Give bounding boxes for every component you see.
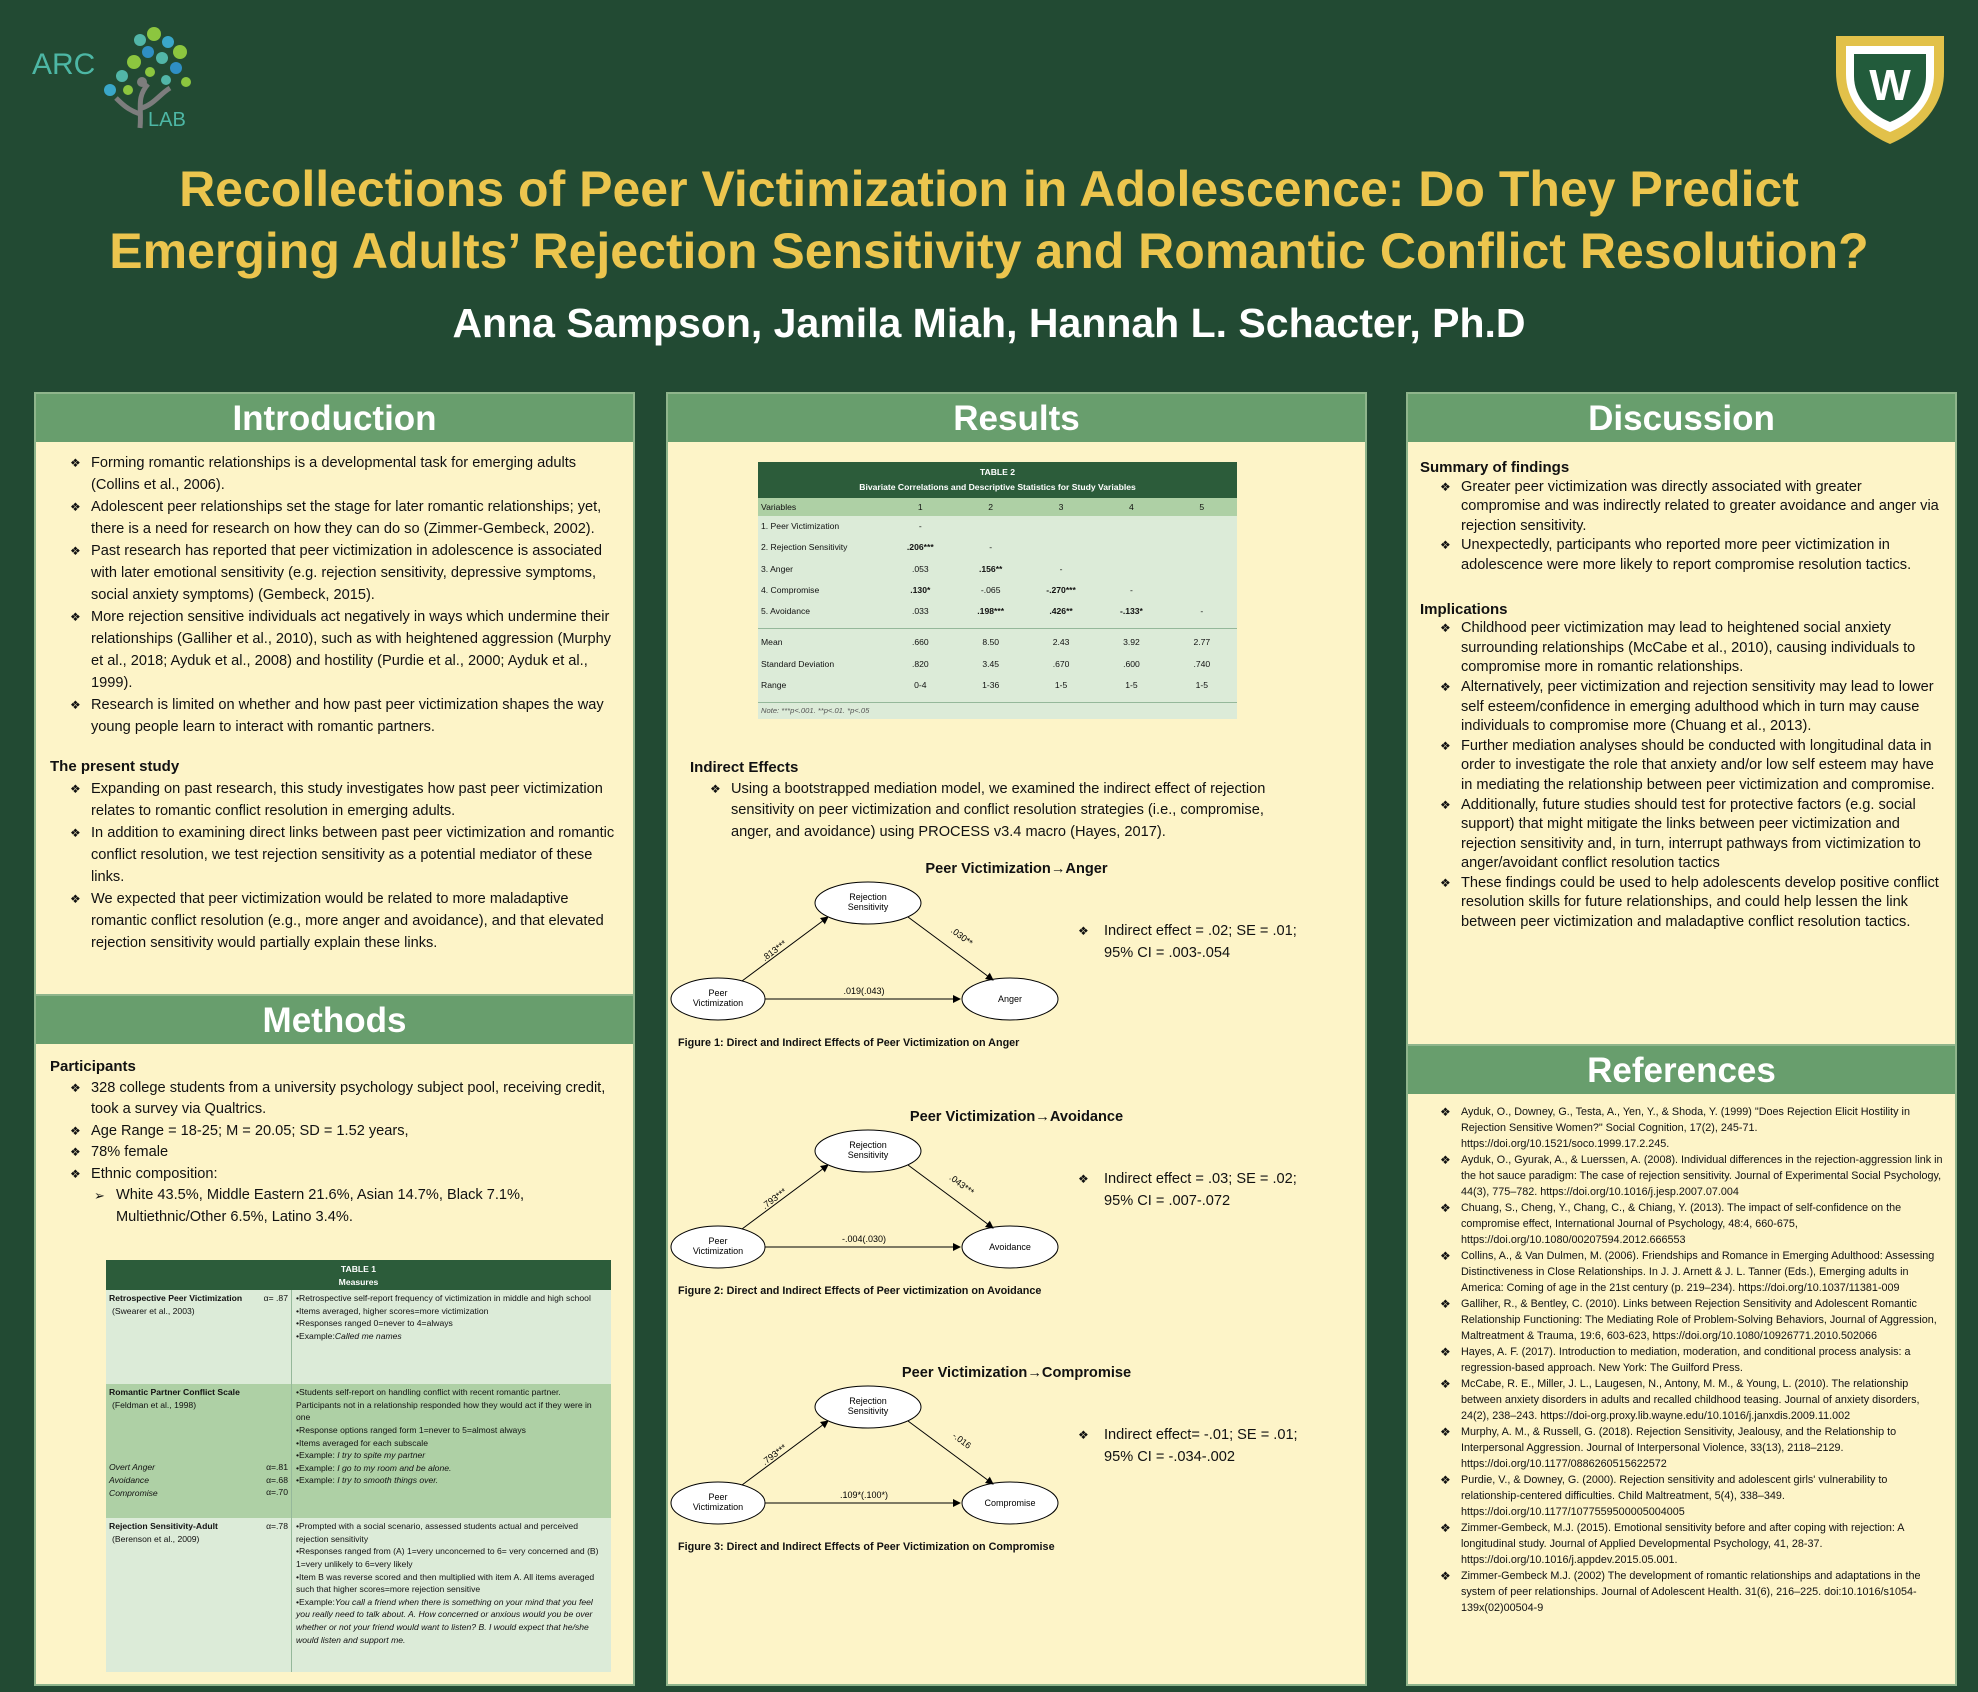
reference-item: ❖ Hayes, A. F. (2017). Introduction to mediation, moderation, and conditional process analysis: a regression-based approach. New York: The Guilford Press. — [1420, 1344, 1943, 1376]
title-line-2: Emerging Adults’ Rejection Sensitivity and Romantic Conflict Resolution? — [109, 223, 1869, 279]
table-row — [758, 537, 1237, 558]
table-cell: -.065 — [980, 584, 1001, 595]
table-cell: 0-4 — [914, 680, 927, 691]
row-label: Range — [761, 680, 787, 691]
table-cell: - — [1200, 606, 1204, 617]
node-label: Victimization — [692, 1246, 744, 1257]
table-cell: .660 — [911, 637, 929, 648]
table-cell: -.270*** — [1046, 584, 1076, 595]
table-cell: 2.77 — [1193, 637, 1211, 648]
mediation-diagram — [668, 1381, 1068, 1551]
effect-ci: 95% CI = -.034-.002 — [1104, 1448, 1236, 1465]
figure-title: Peer Victimization→Avoidance — [909, 1109, 1124, 1126]
table1-subtitle: Measures — [338, 1276, 379, 1287]
list-item: ❖ Using a bootstrapped mediation model, we examined the indirect effect of rejection sensitivity on peer victimization and conflict resolution strategies (i.e., compromise, anger, and avoidance) using PROCESS v3.4 macro (Hayes, 2017). — [690, 779, 1277, 844]
table-note: Note: ***p<.001. **p<.01. *p<.05 — [758, 702, 1237, 719]
table-cell: - — [1130, 584, 1133, 595]
table-row — [758, 675, 1237, 696]
node-label: Peer — [708, 1236, 728, 1247]
table1-title: TABLE 1 — [340, 1264, 377, 1274]
indirect-effect-2 — [1078, 1169, 1297, 1212]
list-item: ❖ Additionally, future studies should test for protective factors (e.g. social support) that might mitigate the links between peer victimization and rejection sensitivity and, in turn, interrupt pathways from victimization to anger/avoidant conflict resolution tactics — [1420, 796, 1939, 874]
path-coefficient: .813*** — [759, 938, 789, 964]
row-label: 3. Anger — [761, 563, 794, 574]
list-item: ❖ 328 college students from a university psychology subject pool, receiving credit, took a survey via Qualtrics. — [50, 1078, 619, 1121]
table-cell: .156** — [978, 563, 1003, 574]
table-row — [758, 559, 1237, 580]
wayne-state-shield-logo — [1830, 28, 1950, 148]
table2-header — [758, 462, 1237, 498]
list-item: ❖ Unexpectedly, participants who reported more peer victimization in adolescence were more likely to report compromise resolution tactics. — [1420, 536, 1939, 575]
measure-detail: •Students self-report on handling conflict with recent romantic partner. Participants not in a relationship responded how they would act if they were in one — [296, 1387, 592, 1423]
measure-detail: •Response options ranged form 1=never to 5=almost always — [296, 1424, 526, 1435]
methods-heading: Methods — [36, 996, 633, 1044]
list-item: ❖ 78% female — [50, 1142, 619, 1164]
measure-detail: •Responses ranged 0=never to 4=always — [296, 1318, 453, 1329]
row-label: 4. Compromise — [761, 584, 820, 595]
measure-detail: •Responses ranged from (A) 1=very unconcerned to 6= very concerned and (B) 1=very unlikely to 6=very likely — [296, 1546, 599, 1569]
measure-cite: (Berenson et al., 2009) — [112, 1533, 200, 1544]
measure-alpha: α= .87 — [254, 1290, 292, 1384]
list-item: ❖ Childhood peer victimization may lead to heightened social anxiety surrounding relationships (McCabe et al., 2010), causing individuals to compromise more in romantic relationships. — [1420, 619, 1939, 678]
table-row — [106, 1384, 611, 1518]
node-label: Sensitivity — [847, 902, 889, 913]
subscale-alpha: α=.68 — [266, 1474, 288, 1485]
table2-head-row — [758, 498, 1237, 516]
summary-list — [1420, 478, 1939, 576]
measure-name: Rejection Sensitivity-Adult — [109, 1521, 218, 1532]
indirect-effect-1 — [1078, 921, 1297, 964]
indirect-effects-heading: Indirect Effects — [690, 759, 799, 777]
node-label: Peer — [708, 1492, 728, 1503]
title-line-1: Recollections of Peer Victimization in Adolescence: Do They Predict — [179, 161, 1799, 217]
table-row — [106, 1290, 611, 1384]
figure-title: Peer Victimization→Anger — [925, 861, 1108, 878]
path-coefficient: .043*** — [947, 1172, 977, 1198]
path-coefficient: .793*** — [759, 1186, 789, 1212]
list-item: ❖ Age Range = 18-25; M = 20.05; SD = 1.52 years, — [50, 1121, 619, 1143]
lab-text: LAB — [148, 109, 186, 131]
node-label: Rejection — [849, 1396, 887, 1407]
measure-detail: •Items averaged, higher scores=more victimization — [296, 1305, 489, 1316]
references-panel — [1406, 1044, 1957, 1686]
path-coefficient: .793*** — [759, 1442, 789, 1468]
node-label: Victimization — [692, 998, 744, 1009]
table-cell: - — [1059, 563, 1063, 574]
measure-cite: (Swearer et al., 2003) — [112, 1305, 195, 1316]
implications-list — [1420, 619, 1939, 933]
effect-text: ❖ Indirect effect = .03; SE = .02; — [1078, 1169, 1297, 1191]
table-cell: .206*** — [906, 542, 934, 553]
authors: Anna Sampson, Jamila Miah, Hannah L. Schacter, Ph.D — [452, 300, 1526, 346]
column-header: 4 — [1129, 502, 1134, 512]
indirect-effect-3 — [1078, 1425, 1298, 1468]
table-cell: 3.92 — [1123, 637, 1140, 648]
table-cell — [956, 516, 1026, 537]
reference-item: ❖ Zimmer-Gembeck, M.J. (2015). Emotional sensitivity before and after coping with rejection: A longitudinal study. Journal of Applied Developmental Psychology, 41, 28-37. https://doi.org/10.1016/j.appdev.2015.05.001. — [1420, 1520, 1943, 1568]
node-label: Sensitivity — [847, 1150, 889, 1161]
table1-header — [106, 1260, 611, 1290]
table-cell — [1026, 537, 1096, 558]
measure-example: You call a friend when there is something on your mind that you feel you really need to talk about. A. How concerned or anxious would you be over whether or not your friend would want to listen? B. I would expect that he/she would listen and support me. — [296, 1596, 593, 1645]
implications-heading: Implications — [1420, 600, 1508, 618]
measures-table — [106, 1260, 611, 1672]
subscale-name: Compromise — [109, 1487, 158, 1498]
reference-item: ❖ Ayduk, O., Downey, G., Testa, A., Yen, Y., & Shoda, Y. (1999) "Does Rejection Elicit Hostility in Rejection Sensitive Women?" Social Cognition, 17(2), 245-71. https://doi.org/10.1521/soco.1999.17.2.245. — [1420, 1104, 1943, 1152]
measure-example-label: •Example: — [296, 1450, 335, 1461]
measure-example: I try to spite my partner — [337, 1450, 426, 1461]
table-cell: .053 — [911, 563, 929, 574]
correlation-table — [758, 462, 1237, 719]
effect-ci: 95% CI = .007-.072 — [1104, 1192, 1231, 1209]
row-label: Mean — [761, 637, 783, 648]
w-letter: W — [1869, 61, 1911, 110]
table-cell — [1167, 559, 1237, 580]
list-item: ❖ These findings could be used to help adolescents develop positive conflict resolution skills for future relationships, and could help lessen the link between peer victimization and maladaptive conflict resolution tactics. — [1420, 874, 1939, 933]
measure-detail: •Prompted with a social scenario, assessed students actual and perceived rejection sensitivity — [296, 1521, 578, 1544]
table-cell: .740 — [1193, 658, 1211, 669]
effect-text: ❖ Indirect effect= -.01; SE = .01; — [1078, 1425, 1298, 1447]
path-coefficient: -.016 — [950, 1430, 974, 1452]
table-cell: - — [989, 542, 993, 553]
reference-item: ❖ Murphy, A. M., & Russell, G. (2018). Rejection Sensitivity, Jealousy, and the Relationship to Interpersonal Aggression. Journal of Interpersonal Violence, 33(13), 2118–2129. https://doi.org/10.1177/0886260515622572 — [1420, 1424, 1943, 1472]
table-cell — [1167, 580, 1237, 601]
table-cell: 2.43 — [1052, 637, 1070, 648]
table-cell: .426** — [1049, 606, 1073, 617]
table2-subtitle: Bivariate Correlations and Descriptive Statistics for Study Variables — [859, 482, 1136, 492]
figure-3 — [668, 1365, 1365, 1553]
table-cell: - — [918, 521, 922, 531]
subscale-name: Avoidance — [109, 1474, 149, 1485]
table-cell — [1026, 516, 1096, 537]
row-label: Standard Deviation — [761, 658, 835, 669]
reference-item: ❖ Zimmer-Gembeck M.J. (2002) The development of romantic relationships and adaptations in the system of peer relationships. Journal of Adolescent Health. 31(6), 216–225. doi:10.1016/s1054-139x(02)00504-9 — [1420, 1568, 1943, 1616]
path-coefficient: .109*(.100*) — [839, 1490, 889, 1501]
table-cell: 3.45 — [982, 658, 1000, 669]
results-heading: Results — [668, 394, 1365, 442]
table-cell — [1096, 559, 1166, 580]
node-label: Sensitivity — [847, 1406, 889, 1417]
table-row — [758, 628, 1237, 653]
table-cell: 1-5 — [1125, 680, 1138, 691]
table-cell: 1-5 — [1054, 680, 1068, 691]
table-cell: .820 — [911, 658, 929, 669]
introduction-list — [50, 452, 619, 738]
table-cell: .033 — [911, 606, 929, 617]
node-label: Anger — [997, 994, 1023, 1005]
list-item: ❖ Further mediation analyses should be conducted with longitudinal data in order to investigate the role that anxiety and/or low self esteem may have in mediating the relationship between peer victimization and compromise. — [1420, 737, 1939, 796]
results-panel — [666, 392, 1367, 1686]
measure-name: Romantic Partner Conflict Scale — [109, 1387, 240, 1398]
mediation-diagram — [668, 877, 1068, 1047]
discussion-panel — [1406, 392, 1957, 1046]
introduction-heading: Introduction — [36, 394, 633, 442]
measure-alpha: α=.78 — [254, 1518, 292, 1672]
table-cell: 1-36 — [982, 680, 1000, 691]
present-study-heading: The present study — [50, 758, 180, 775]
column-header: 1 — [917, 502, 923, 512]
measure-example-label: •Example: — [296, 1330, 335, 1341]
column-header: 5 — [1199, 502, 1205, 512]
table-row — [106, 1518, 611, 1672]
list-item: ❖ Research is limited on whether and how past peer victimization shapes the way young people learn to interact with romantic partners. — [50, 694, 619, 738]
figure-title: Peer Victimization→Compromise — [901, 1365, 1132, 1382]
table-cell — [1096, 516, 1166, 537]
measure-name: Retrospective Peer Victimization — [109, 1293, 243, 1304]
row-label: 2. Rejection Sensitivity — [761, 542, 848, 553]
list-item: ❖ Expanding on past research, this study investigates how past peer victimization relates to romantic conflict resolution in emerging adults. — [50, 778, 619, 822]
effect-text: ❖ Indirect effect = .02; SE = .01; — [1078, 921, 1297, 943]
column-header: 3 — [1058, 502, 1064, 512]
reference-item: ❖ Purdie, V., & Downey, G. (2000). Rejection sensitivity and adolescent girls' vulnerability to relationship-centered difficulties. Child Maltreatment, 5(4), 338–349. https://doi.org/10.1177/1077559500005004005 — [1420, 1472, 1943, 1520]
table-cell — [1167, 537, 1237, 558]
reference-item: ❖ Ayduk, O., Gyurak, A., & Luerssen, A. (2008). Individual differences in the rejection-aggression link in the hot sauce paradigm: The case of rejection sensitivity. Journal of Experimental Social Psychology, 44(3), 775–782. https://doi.org/10.1016/j.jesp.2007.07.004 — [1420, 1152, 1943, 1200]
measure-example: Called me names — [334, 1330, 402, 1341]
list-item: ❖ Ethnic composition: — [50, 1164, 619, 1186]
table-cell: -.133* — [1119, 606, 1143, 617]
row-label: 1. Peer Victimization — [761, 521, 840, 531]
table2-title: TABLE 2 — [979, 467, 1016, 477]
list-item: ❖ In addition to examining direct links between past peer victimization and romantic conflict resolution, we test rejection sensitivity as a potential mediator of these links. — [50, 822, 619, 888]
figure-1 — [668, 861, 1365, 1049]
measure-example-label: •Example: — [296, 1475, 335, 1486]
table-row — [758, 654, 1237, 675]
figure-caption: Figure 1: Direct and Indirect Effects of Peer Victimization on Anger — [678, 1037, 1020, 1050]
ethnic-list — [50, 1185, 619, 1228]
poster-title — [40, 158, 1938, 282]
table-cell: .600 — [1123, 658, 1140, 669]
node-label: Rejection — [849, 892, 887, 903]
figure-2 — [668, 1109, 1365, 1297]
measure-detail: •Retrospective self-report frequency of victimization in middle and high school — [296, 1293, 591, 1304]
methods-panel — [34, 994, 635, 1686]
table-cell: .198*** — [977, 606, 1005, 617]
arc-lab-logo — [30, 18, 210, 143]
reference-item: ❖ Chuang, S., Cheng, Y., Chang, C., & Chiang, Y. (2013). The impact of self-confidence on the compromise effect, International Journal of Psychology, 48:4, 660-675, https://doi.org/10.1080/00207594.2012.666553 — [1420, 1200, 1943, 1248]
measure-example: I go to my room and be alone. — [337, 1462, 452, 1473]
introduction-panel — [34, 392, 635, 996]
node-label: Avoidance — [989, 1242, 1031, 1253]
participants-heading: Participants — [50, 1058, 136, 1075]
participants-list — [50, 1078, 619, 1186]
path-coefficient: -.004(.030) — [841, 1234, 887, 1245]
arc-text: ARC — [32, 48, 96, 81]
present-study-list — [50, 778, 619, 954]
references-heading: References — [1408, 1046, 1955, 1094]
list-item: ❖ Greater peer victimization was directly associated with greater compromise and was indirectly related to greater avoidance and anger via rejection sensitivity. — [1420, 478, 1939, 537]
figure-caption: Figure 2: Direct and Indirect Effects of Peer victimization on Avoidance — [678, 1285, 1042, 1298]
list-item: ❖ Adolescent peer relationships set the stage for later romantic relationships; yet, there is a need for research on how they can do so (Zimmer-Gembeck, 2002). — [50, 496, 619, 540]
table-row — [758, 580, 1237, 601]
list-item: ❖ We expected that peer victimization would be related to more maladaptive romantic conflict resolution (e.g., more anger and avoidance), and that elevated rejection sensitivity would partially explain these links. — [50, 888, 619, 954]
node-label: Peer — [708, 988, 728, 999]
path-coefficient: .030** — [949, 925, 975, 949]
table-row — [758, 601, 1237, 622]
node-label: Victimization — [692, 1502, 744, 1513]
measure-cite: (Feldman et al., 1998) — [112, 1399, 197, 1410]
discussion-heading: Discussion — [1408, 394, 1955, 442]
indirect-effects-list — [690, 779, 1347, 844]
list-item: ❖ Forming romantic relationships is a developmental task for emerging adults (Collins et al., 2006). — [50, 452, 619, 496]
ethnic-composition: ➢ White 43.5%, Middle Eastern 21.6%, Asian 14.7%, Black 7.1%, Multiethnic/Other 6.5%, Latino 3.4%. — [50, 1185, 619, 1228]
subscale-alpha: α=.81 — [266, 1462, 288, 1473]
references-list — [1420, 1104, 1943, 1616]
summary-heading: Summary of findings — [1420, 459, 1570, 476]
measure-example-label: •Example: — [296, 1596, 335, 1607]
measure-detail: •Item B was reverse scored and then multiplied with item A. All items averaged such that higher scores=more rejection sensitive — [296, 1571, 595, 1595]
node-label: Compromise — [984, 1498, 1036, 1509]
list-item: ❖ Past research has reported that peer victimization in adolescence is associated with later emotional sensitivity (e.g. rejection sensitivity, depressive symptoms, social anxiety symptoms) (Gembeck, 2015). — [50, 540, 619, 606]
column-header: 2 — [988, 502, 994, 512]
measure-example: I try to smooth things over. — [337, 1475, 439, 1486]
list-item: ❖ More rejection sensitive individuals act negatively in ways which undermine their relationships (Galliher et al., 2010), such as with heightened aggression (Murphy et al., 2018; Ayduk et al., 2008) and hostility (Purdie et al., 2000; Ayduk et al., 1999). — [50, 606, 619, 694]
list-item: ❖ Alternatively, peer victimization and rejection sensitivity may lead to lower self esteem/confidence in emerging adulthood which in turn may cause individuals to compromise more (Chuang et al., 2013). — [1420, 678, 1939, 737]
measure-detail: •Items averaged for each subscale — [296, 1437, 428, 1448]
reference-item: ❖ Galliher, R., & Bentley, C. (2010). Links between Rejection Sensitivity and Adolescent Romantic Relationship Functioning: The Mediating Role of Problem-Solving Behaviors, Journal of Aggression, Maltreatment & Trauma, 19:6, 603-623, https://doi.org/10.1080/10926771.2010.502066 — [1420, 1296, 1943, 1344]
table-cell: .130* — [910, 584, 931, 595]
measure-example-label: •Example: — [296, 1462, 335, 1473]
path-coefficient: .019(.043) — [843, 986, 885, 997]
table-cell: .670 — [1052, 658, 1070, 669]
effect-ci: 95% CI = .003-.054 — [1104, 944, 1231, 961]
mediation-diagram — [668, 1125, 1068, 1295]
subscale-alpha: α=.70 — [266, 1487, 288, 1498]
subscale-name: Overt Anger — [109, 1462, 156, 1473]
figure-caption: Figure 3: Direct and Indirect Effects of Peer Victimization on Compromise — [678, 1541, 1055, 1554]
table-cell — [1167, 516, 1237, 537]
reference-item: ❖ McCabe, R. E., Miller, J. L., Laugesen, N., Antony, M. M., & Young, L. (2010). The relationship between anxiety disorders in adults and recalled childhood teasing. Journal of anxiety disorders, 24(2), 238–243. https://doi-org.proxy.lib.wayne.edu/10.1016/j.janxdis.2009.11.002 — [1420, 1376, 1943, 1424]
table-cell: 1-5 — [1195, 680, 1209, 691]
reference-item: ❖ Collins, A., & Van Dulmen, M. (2006). Friendships and Romance in Emerging Adulthood: Assessing Distinctiveness in Close Relationships. In J. J. Arnett & J. L. Tanner (Eds.), Emerging adults in America: Coming of age in the 21st century (p. 219–234). https://doi.org/10.1037/11381-009 — [1420, 1248, 1943, 1296]
column-header: Variables — [761, 502, 797, 512]
row-label: 5. Avoidance — [761, 606, 811, 617]
table-cell: 8.50 — [982, 637, 1000, 648]
table-row — [758, 516, 1237, 537]
table-cell — [1096, 537, 1166, 558]
node-label: Rejection — [849, 1140, 887, 1151]
